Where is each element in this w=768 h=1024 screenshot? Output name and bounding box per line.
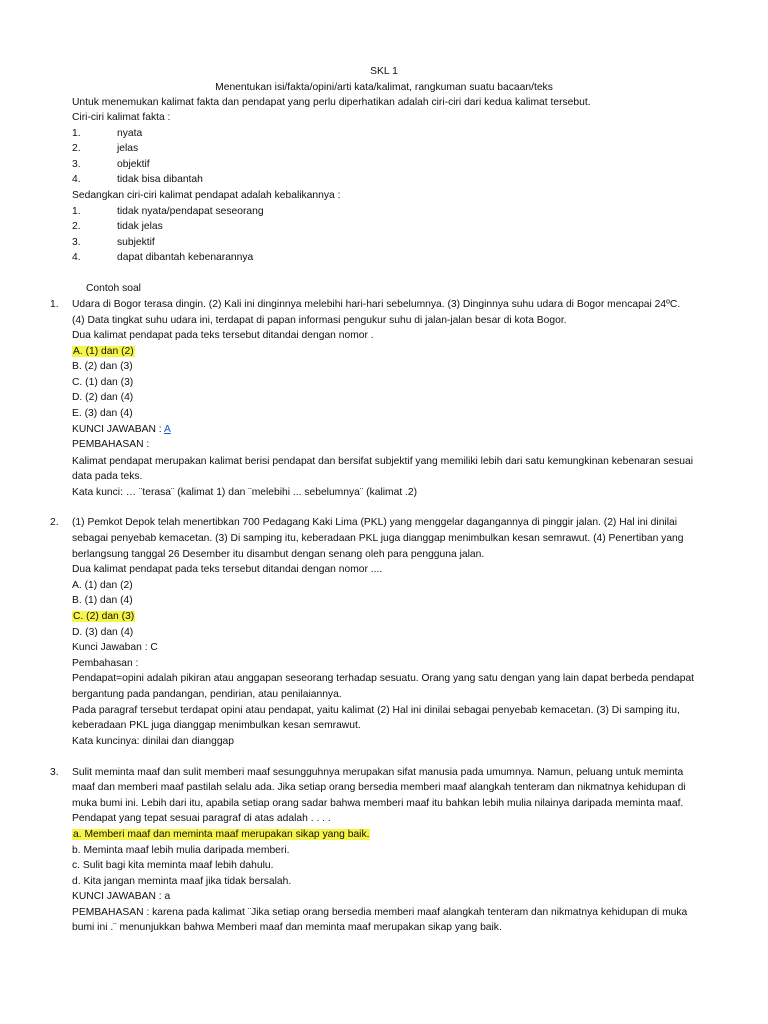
q1-prompt: Dua kalimat pendapat pada teks tersebut ditandai dengan nomor . [72,330,374,341]
pendapat-item-text: dapat dibantah kebenarannya [117,252,254,263]
pendapat-item-text: subjektif [117,237,155,248]
doc-title: SKL 1 [370,66,398,77]
q3-text-line: maaf dan memberi maaf pastilah selalu ada. Jika setiap orang bersedia memberi maaf alangkah tenteram dan nikmatnya kehidupan di [72,782,686,793]
q3-option-a [72,828,370,842]
intro-paragraph: Untuk menemukan kalimat fakta dan pendapat yang perlu diperhatikan adalah ciri-ciri dari kedua kalimat tersebut. [72,97,591,108]
q3-text-line: muka bumi ini. Lebih dari itu, apabila setiap orang sadar bahwa memberi maaf itu bahkan lebih mulia nilainya daripada meminta maaf. [72,798,684,809]
q2-answer-key: Kunci Jawaban : C [72,642,158,653]
fakta-heading: Ciri-ciri kalimat fakta : [72,112,171,123]
answer-key-label: KUNCI JAWABAN : [72,424,164,435]
question-number: 3. [50,767,59,778]
highlighted-answer: C. (2) dan (3) [73,611,135,622]
fakta-item-num: 2. [72,143,81,154]
q3-prompt: Pendapat yang tepat sesuai paragraf di atas adalah . . . . [72,813,331,824]
pendapat-item-num: 2. [72,221,81,232]
q2-pembahasan-text: Pada paragraf tersebut terdapat opini atau pendapat, yaitu kalimat (2) Hal ini dinilai sebagai penyebab kemacetan. (3) Di samping itu, [72,705,680,716]
question-number: 2. [50,517,59,528]
pendapat-item-text: tidak nyata/pendapat seseorang [117,206,264,217]
q3-pembahasan-text: bumi ini .¨ menunjukkan bahwa Memberi maaf dan meminta maaf merupakan sikap yang baik. [72,922,502,933]
fakta-item-text: tidak bisa dibantah [117,174,203,185]
fakta-item-text: jelas [117,143,139,154]
q2-prompt: Dua kalimat pendapat pada teks tersebut ditandai dengan nomor .... [72,564,383,575]
doc-subtitle: Menentukan isi/fakta/opini/arti kata/kalimat, rangkuman suatu bacaan/teks [215,82,553,93]
q2-pembahasan-text: Pendapat=opini adalah pikiran atau anggapan seseorang terhadap sesuatu. Orang yang satu dengan yang lain dapat berbeda pendapat [72,673,695,684]
highlighted-answer: A. (1) dan (2) [73,346,134,357]
q2-option-c [72,610,135,624]
question-number: 1. [50,299,59,310]
pendapat-heading: Sedangkan ciri-ciri kalimat pendapat adalah kebalikannya : [72,190,341,201]
q1-option-a [72,345,135,359]
q1-keywords: Kata kunci: … ¨terasa¨ (kalimat 1) dan ¨melebihi ... sebelumnya¨ (kalimat .2) [72,487,418,498]
q3-text-line: Sulit meminta maaf dan sulit memberi maaf sesungguhnya merupakan sifat manusia pada umumnya. Namun, peluang untuk meminta [72,767,684,778]
fakta-item-text: nyata [117,128,143,139]
q1-text-line: (4) Data tingkat suhu udara ini, terdapat di papan informasi pengukur suhu di jalan-jalan besar di kota Bogor. [72,315,567,326]
q1-option-d: D. (2) dan (4) [72,392,134,403]
q1-option-c: C. (1) dan (3) [72,377,134,388]
q2-keywords: Kata kuncinya: dinilai dan dianggap [72,736,235,747]
q1-answer-key [72,423,171,437]
q2-option-a: A. (1) dan (2) [72,580,133,591]
q3-option-b: b. Meminta maaf lebih mulia daripada memberi. [72,845,290,856]
q2-text-line: berlangsung tanggal 26 Desember itu disambut dengan senang oleh para pengguna jalan. [72,549,485,560]
q2-pembahasan-text: keberadaan PKL juga dianggap menimbulkan kesan semrawut. [72,720,361,731]
pendapat-item-num: 1. [72,206,81,217]
q2-text-line: sebagai penyebab kemacetan. (3) Di samping itu, keberadaan PKL juga dianggap menimbulkan kesan semrawut. (4) Penertiban yang [72,533,684,544]
q3-option-d: d. Kita jangan meminta maaf jika tidak bersalah. [72,876,292,887]
pendapat-item-num: 3. [72,237,81,248]
answer-key-link[interactable]: A [163,424,171,435]
q2-pembahasan-text: bergantung pada pandangan, pendirian, atau penilaiannya. [72,689,342,700]
q3-pembahasan-text: PEMBAHASAN : karena pada kalimat ¨Jika setiap orang bersedia memberi maaf alangkah tenteram dan nikmatnya kehidupan di muka [72,907,688,918]
q2-option-b: B. (1) dan (4) [72,595,133,606]
contoh-heading: Contoh soal [86,283,141,294]
q3-answer-key: KUNCI JAWABAN : a [72,891,171,902]
q2-pembahasan-label: Pembahasan : [72,658,139,669]
q2-option-d: D. (3) dan (4) [72,627,134,638]
pendapat-item-num: 4. [72,252,81,263]
fakta-item-num: 4. [72,174,81,185]
q1-option-e: E. (3) dan (4) [72,408,133,419]
q2-text-line: (1) Pemkot Depok telah menertibkan 700 Pedagang Kaki Lima (PKL) yang menggelar dagangannya di pinggir jalan. (2) Hal ini dinilai [72,517,678,528]
fakta-item-num: 1. [72,128,81,139]
fakta-item-text: objektif [117,159,150,170]
q1-pembahasan-text: data pada teks. [72,471,143,482]
pendapat-item-text: tidak jelas [117,221,163,232]
highlighted-answer: a. Memberi maaf dan meminta maaf merupakan sikap yang baik. [73,829,370,840]
q1-option-b: B. (2) dan (3) [72,361,133,372]
fakta-item-num: 3. [72,159,81,170]
q1-pembahasan-label: PEMBAHASAN : [72,439,150,450]
q1-text-line: Udara di Bogor terasa dingin. (2) Kali ini dinginnya melebihi hari-hari sebelumnya. (3) Dinginnya suhu udara di Bogor mencapai 24ºC. [72,299,681,310]
q1-pembahasan-text: Kalimat pendapat merupakan kalimat berisi pendapat dan bersifat subjektif yang memiliki lebih dari satu kemungkinan kebenaran sesuai [72,456,694,467]
q3-option-c: c. Sulit bagi kita meminta maaf lebih dahulu. [72,860,274,871]
